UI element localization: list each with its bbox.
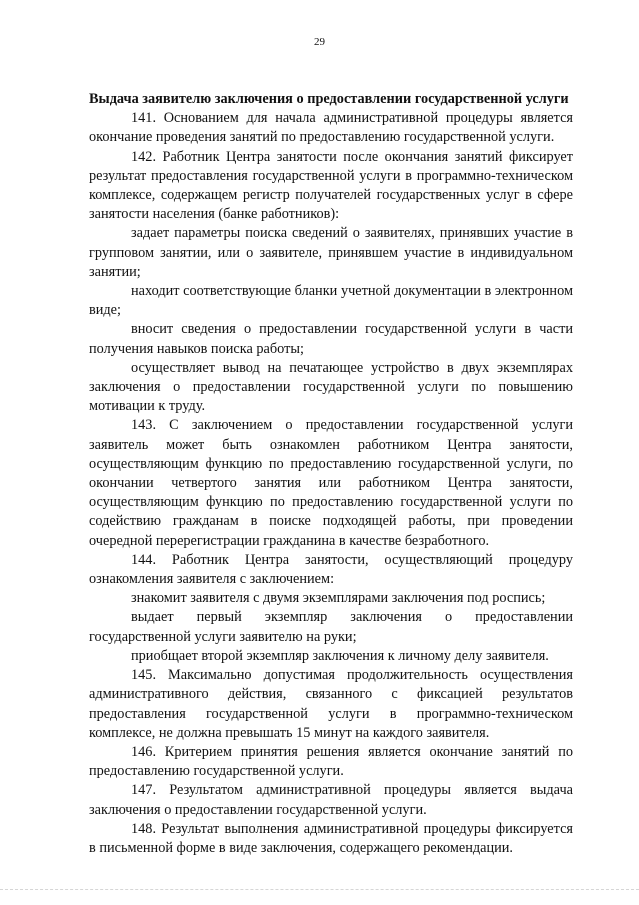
list-item-print-conclusion: осуществляет вывод на печатающее устройство в двух экземплярах заключения о предоставлении государственной услуги по повышению мотивации к труду. <box>89 359 573 415</box>
scan-edge-line <box>0 889 639 893</box>
page-number: 29 <box>314 36 325 48</box>
section-heading: Выдача заявителю заключения о предоставлении государственной услуги <box>89 91 569 107</box>
list-item-find-forms: находит соответствующие бланки учетной документации в электронном виде; <box>89 283 573 319</box>
paragraph-144: 144. Работник Центра занятости, осуществляющий процедуру ознакомления заявителя с заключением: <box>89 551 573 588</box>
document-body <box>89 90 573 858</box>
list-item-issue-copy: выдает первый экземпляр заключения о предоставлении государственной услуги заявителю на руки; <box>89 609 573 645</box>
paragraph-148: 148. Результат выполнения административной процедуры фиксируется в письменной форме в виде заключения, содержащего рекомендации. <box>89 820 573 856</box>
paragraph-145: 145. Максимально допустимая продолжительность осуществления административного действия, связанного с фиксацией результатов предоставления государственной услуги в программно-техническом комплексе, не должна превышать 15 минут на каждого заявителя. <box>89 667 573 741</box>
paragraph-147: 147. Результатом административной процедуры является выдача заключения о предоставлении государственной услуги. <box>89 782 573 818</box>
list-item-attach-copy: приобщает второй экземпляр заключения к личному делу заявителя. <box>131 647 549 664</box>
paragraph-141: 141. Основанием для начала административной процедуры является окончание проведения занятий по предоставлению государственной услуги. <box>89 110 573 146</box>
paragraph-142: 142. Работник Центра занятости после окончания занятий фиксирует результат предоставления государственной услуги в программно-техническом комплексе, содержащем регистр получателей государственных услуг в сфере занятости населения (банке работников): <box>89 148 573 223</box>
paragraph-146: 146. Критерием принятия решения является окончание занятий по предоставлению государственной услуги. <box>89 743 573 780</box>
paragraph-143: 143. С заключением о предоставлении государственной услуги заявитель может быть ознакомлен работником Центра занятости, осуществляющим функцию по предоставлению государственной услуги, по окончании четвертого занятия или работником Центра занятости, осуществляющим функцию по предоставлению государственной услуги по содействию гражданам в поиске подходящей работы, при проведении очередной перерегистрации гражданина в качестве безработного. <box>89 417 573 549</box>
list-item-enter-info: вносит сведения о предоставлении государственной услуги в части получения навыков поиска работы; <box>89 321 573 357</box>
list-item-acquaint: знакомит заявителя с двумя экземплярами заключения под роспись; <box>131 590 546 607</box>
list-item-set-search-params: задает параметры поиска сведений о заявителях, принявших участие в групповом занятии, или о заявителе, принявшем участие в индивидуальном занятии; <box>89 225 573 280</box>
